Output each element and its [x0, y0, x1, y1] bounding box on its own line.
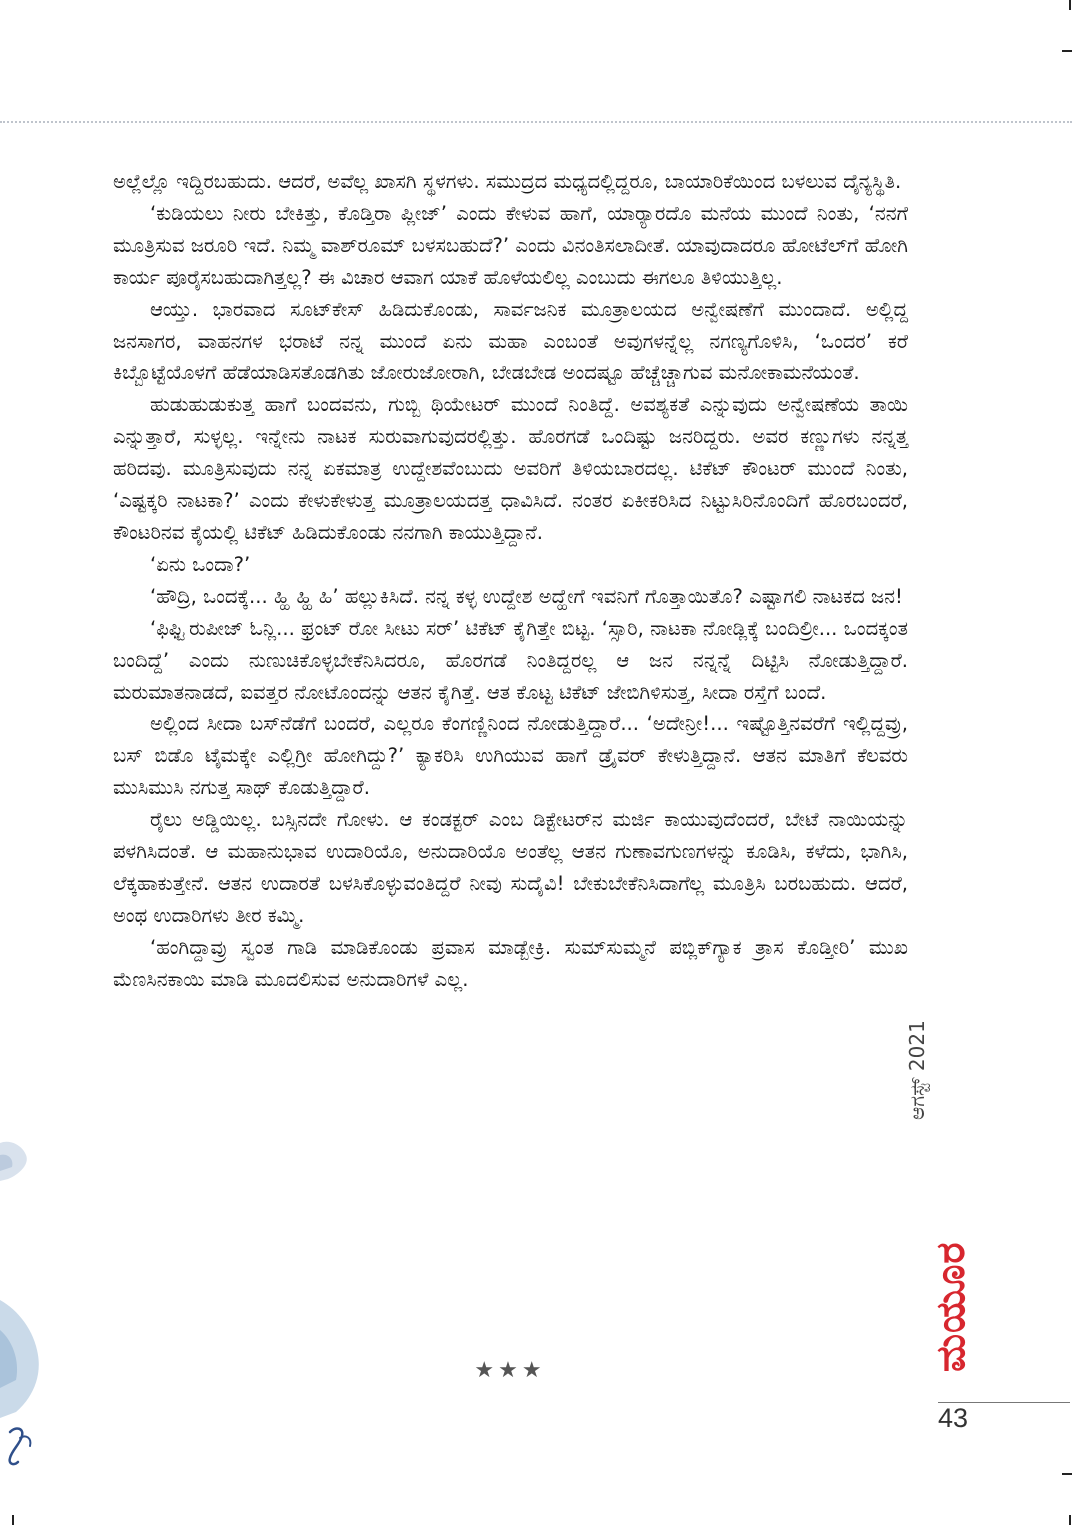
article-paragraph: ‘ಫಿಫ್ಟಿ ರುಪೀಜ್ ಓನ್ಲಿ... ಫ್ರಂಟ್ ರೋ ಸೀಟು ಸರ್’ ಟಿಕೆಟ್ ಕೈಗಿತ್ತೇ ಬಿಟ್ಟ. ‘ಸ್ಸಾರಿ, ನಾಟಕಾ ನೋಡ್ಲಿಕ್ಕೆ ಬಂದಿಲ್ರೀ... ಒಂದಕ್ಕಂತ ಬಂದಿದ್ದೆ’ ಎಂದು ನುಣುಚಿಕೊಳ್ಳಬೇಕೆನಿಸಿದರೂ, ಹೊರಗಡೆ ನಿಂತಿದ್ದರಲ್ಲ ಆ ಜನ ನನ್ನನ್ನೆ ದಿಟ್ಟಿಸಿ ನೋಡುತ್ತಿದ್ದಾರೆ. ಮರುಮಾತನಾಡದೆ, ಐವತ್ತರ ನೋಟೊಂದನ್ನು ಆತನ ಕೈಗಿತ್ತೆ. ಆತ ಕೊಟ್ಟ ಟಿಕೆಟ್ ಜೇಬಿಗಿಳಿಸುತ್ತ, ಸೀದಾ ರಸ್ತೆಗೆ ಬಂದೆ. — [113, 616, 908, 704]
crop-mark-bottom-right — [1069, 1515, 1071, 1525]
crop-mark-top-right — [1069, 0, 1071, 10]
illustration-fragment-top — [0, 1135, 40, 1195]
article-paragraph: ‘ಹೌದ್ರಿ, ಒಂದಕ್ಕೆ... ಹ್ಹಿ ಹ್ಹಿ ಹಿ’ ಹಲ್ಲುಕಿಸಿದೆ. ನನ್ನ ಕಳ್ಳ ಉದ್ದೇಶ ಅದ್ಹೇಗೆ ಇವನಿಗೆ ಗೊತ್ತಾಯಿತೊ? ಎಷ್ಟಾಗಲಿ ನಾಟಕದ ಜನ! — [150, 584, 903, 608]
article-paragraph: ಅಲ್ಲಿಂದ ಸೀದಾ ಬಸ್‌ನೆಡೆಗೆ ಬಂದರೆ, ಎಲ್ಲರೂ ಕೆಂಗಣ್ಣಿನಿಂದ ನೋಡುತ್ತಿದ್ದಾರೆ... ‘ಅದೇನ್ರೀ!... ಇಷ್ಟೊತ್ತಿನವರೆಗೆ ಇಲ್ಲಿದ್ದವ್ರು, ಬಸ್ ಬಿಡೊ ಟೈಮಕ್ಕೇ ಎಲ್ಲಿಗ್ರೀ ಹೋಗಿದ್ದು?’ ಕ್ಯಾಕರಿಸಿ ಉಗಿಯುವ ಹಾಗೆ ಡ್ರೈವರ್ ಕೇಳುತ್ತಿದ್ದಾನೆ. ಆತನ ಮಾತಿಗೆ ಕೆಲವರು ಮುಸಿಮುಸಿ ನಗುತ್ತ ಸಾಥ್ ಕೊಡುತ್ತಿದ್ದಾರೆ. — [113, 712, 908, 800]
page-number: 43 — [938, 1403, 969, 1433]
crop-mark-right-upper — [1062, 50, 1072, 52]
article-paragraph: ಹುಡುಹುಡುಕುತ್ತ ಹಾಗೆ ಬಂದವನು, ಗುಬ್ಬಿ ಥಿಯೇಟರ್ ಮುಂದೆ ನಿಂತಿದ್ದೆ. ಅವಶ್ಯಕತೆ ಎನ್ನುವುದು ಅನ್ವೇಷಣೆಯ ತಾಯಿ ಎನ್ನುತ್ತಾರೆ, ಸುಳ್ಳಲ್ಲ. ಇನ್ನೇನು ನಾಟಕ ಸುರುವಾಗುವುದರಲ್ಲಿತ್ತು. ಹೊರಗಡೆ ಒಂದಿಷ್ಟು ಜನರಿದ್ದರು. ಅವರ ಕಣ್ಣುಗಳು ನನ್ನತ್ತ ಹರಿದವು. ಮೂತ್ರಿಸುವುದು ನನ್ನ ಏಕಮಾತ್ರ ಉದ್ದೇಶವೆಂಬುದು ಅವರಿಗೆ ತಿಳಿಯಬಾರದಲ್ಲ. ಟಿಕೆಟ್ ಕೌಂಟರ್ ಮುಂದೆ ನಿಂತು, ‘ಎಷ್ಟಕ್ಕರಿ ನಾಟಕಾ?’ ಎಂದು ಕೇಳುಕೇಳುತ್ತ ಮೂತ್ರಾಲಯದತ್ತ ಧಾವಿಸಿದೆ. ನಂತರ ಏಕೀಕರಿಸಿದ ನಿಟ್ಟುಸಿರಿನೊಂದಿಗೆ ಹೊರಬಂದರೆ, ಕೌಂಟರಿನವ ಕೈಯಲ್ಲಿ ಟಿಕೆಟ್ ಹಿಡಿದುಕೊಂಡು ನನಗಾಗಿ ಕಾಯುತ್ತಿದ್ದಾನೆ. — [113, 393, 908, 544]
illustration-fragment-bottom — [0, 1300, 50, 1470]
article-paragraph: ‘ಏನು ಒಂದಾ?’ — [150, 552, 251, 576]
section-break-stars: ★★★ — [474, 1358, 546, 1383]
crop-mark-bottom-left — [12, 1515, 14, 1525]
article-paragraph: ‘ಕುಡಿಯಲು ನೀರು ಬೇಕಿತ್ತು, ಕೊಡ್ತಿರಾ ಪ್ಲೀಜ್’ ಎಂದು ಕೇಳುವ ಹಾಗೆ, ಯಾರ್‍ಯಾರದೊ ಮನೆಯ ಮುಂದೆ ನಿಂತು, ‘ನನಗೆ ಮೂತ್ರಿಸುವ ಜರೂರಿ ಇದೆ. ನಿಮ್ಮ ವಾಶ್‌ರೂಮ್ ಬಳಸಬಹುದೆ?’ ಎಂದು ವಿನಂತಿಸಲಾದೀತೆ. ಯಾವುದಾದರೂ ಹೋಟೆಲ್‌ಗೆ ಹೋಗಿ ಕಾರ್ಯ ಪೂರೈಸಬಹುದಾಗಿತ್ತಲ್ಲ? ಈ ವಿಚಾರ ಆವಾಗ ಯಾಕೆ ಹೊಳೆಯಲಿಲ್ಲ ಎಂಬುದು ಈಗಲೂ ತಿಳಿಯುತ್ತಿಲ್ಲ. — [113, 201, 908, 289]
issue-date: ಆಗಸ್ಟ್ 2021 — [905, 1020, 929, 1120]
crop-mark-right-lower — [1062, 1473, 1072, 1475]
article-paragraph: ಅಲ್ಲೆಲ್ಲೊ ಇದ್ದಿರಬಹುದು. ಆದರೆ, ಅವೆಲ್ಲ ಖಾಸಗಿ ಸ್ಥಳಗಳು. ಸಮುದ್ರದ ಮಧ್ಯದಲ್ಲಿದ್ದರೂ, ಬಾಯಾರಿಕೆಯಿಂದ ಬಳಲುವ ದೈನ್ಯಸ್ಥಿತಿ. — [113, 170, 902, 193]
article-body — [113, 166, 908, 996]
article-paragraph: ‘ಹಂಗಿದ್ದಾವ್ರು ಸ್ವಂತ ಗಾಡಿ ಮಾಡಿಕೊಂಡು ಪ್ರವಾಸ ಮಾಡ್ಬೇಕ್ರಿ. ಸುಮ್‌ಸುಮ್ಮನೆ ಪಬ್ಲಿಕ್‌ಗ್ಯಾಕ ತ್ರಾಸ ಕೊಡ್ತೀರಿ’ ಮುಖ ಮೆಣಸಿನಕಾಯಿ ಮಾಡಿ ಮೂದಲಿಸುವ ಅನುದಾರಿಗಳೆ ಎಲ್ಲ. — [113, 935, 908, 991]
magazine-logo: ಮಯೂರ — [928, 1241, 974, 1372]
article-paragraph: ಆಯ್ತು. ಭಾರವಾದ ಸೂಟ್‌ಕೇಸ್ ಹಿಡಿದುಕೊಂಡು, ಸಾರ್ವಜನಿಕ ಮೂತ್ರಾಲಯದ ಅನ್ವೇಷಣೆಗೆ ಮುಂದಾದೆ. ಅಲ್ಲಿದ್ದ ಜನಸಾಗರ, ವಾಹನಗಳ ಭರಾಟೆ ನನ್ನ ಮುಂದೆ ಏನು ಮಹಾ ಎಂಬಂತೆ ಅವುಗಳನ್ನೆಲ್ಲ ನಗಣ್ಯಗೊಳಿಸಿ, ‘ಒಂದರ’ ಕರೆ ಕಿಬ್ಬೊಟ್ಟೆಯೊಳಗೆ ಹೆಡೆಯಾಡಿಸತೊಡಗಿತು ಜೋರುಜೋರಾಗಿ, ಬೇಡಬೇಡ ಅಂದಷ್ಟೂ ಹೆಚ್ಚೆಚ್ಚಾಗುವ ಮನೋಕಾಮನೆಯಂತೆ. — [113, 297, 908, 385]
article-paragraph: ರೈಲು ಅಡ್ಡಿಯಿಲ್ಲ. ಬಸ್ಸಿನದೇ ಗೋಳು. ಆ ಕಂಡಕ್ಟರ್ ಎಂಬ ಡಿಕ್ಟೇಟರ್‌ನ ಮರ್ಜಿ ಕಾಯುವುದೆಂದರೆ, ಬೇಟೆ ನಾಯಿಯನ್ನು ಪಳಗಿಸಿದಂತೆ. ಆ ಮಹಾನುಭಾವ ಉದಾರಿಯೊ, ಅನುದಾರಿಯೊ ಅಂತೆಲ್ಲ ಆತನ ಗುಣಾವಗುಣಗಳನ್ನು ಕೂಡಿಸಿ, ಕಳೆದು, ಭಾಗಿಸಿ, ಲೆಕ್ಕಹಾಕುತ್ತೇನೆ. ಆತನ ಉದಾರತೆ ಬಳಸಿಕೊಳ್ಳುವಂತಿದ್ದರೆ ನೀವು ಸುದೈವಿ! ಬೇಕುಬೇಕೆನಿಸಿದಾಗೆಲ್ಲ ಮೂತ್ರಿಸಿ ಬರಬಹುದು. ಆದರೆ, ಅಂಥ ಉದಾರಿಗಳು ತೀರ ಕಮ್ಮಿ. — [113, 808, 908, 927]
header-dotted-rule — [0, 121, 1072, 123]
